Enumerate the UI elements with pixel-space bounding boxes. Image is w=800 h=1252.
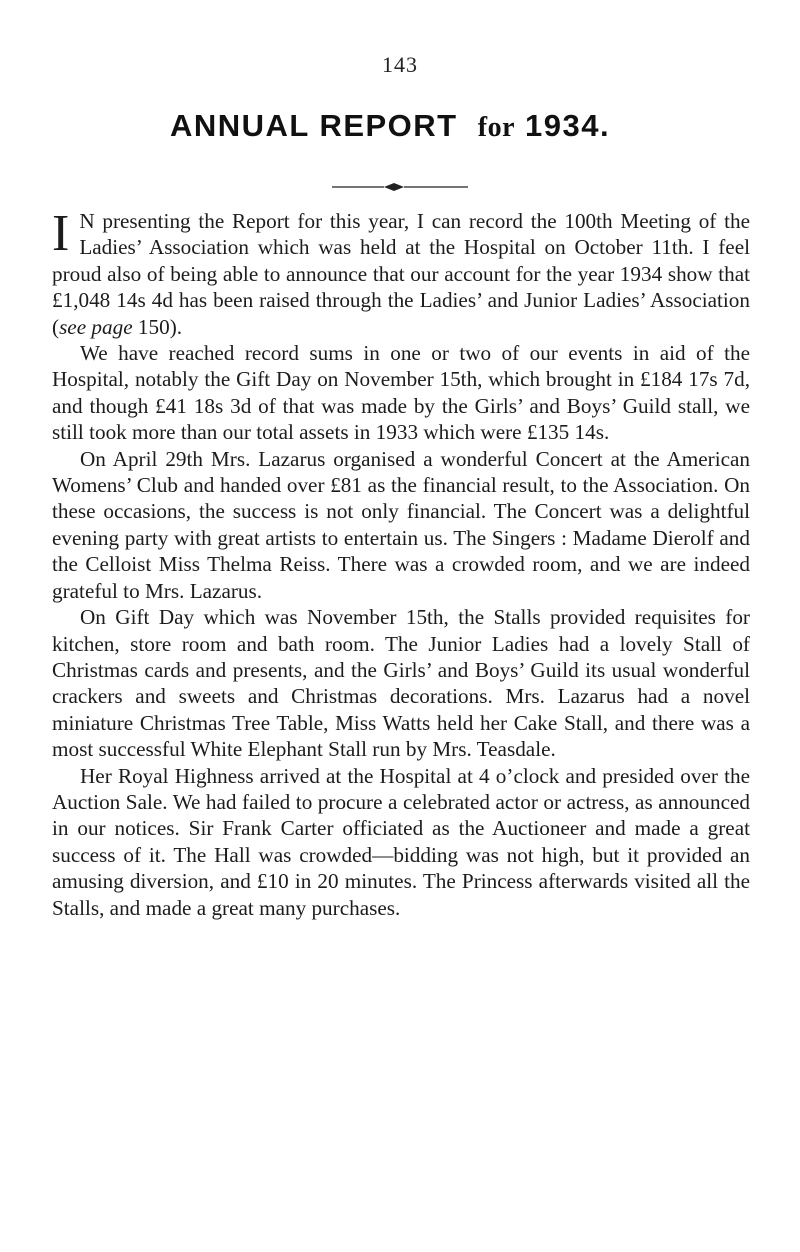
paragraph-2: We have reached record sums in one or two of our events in aid of the Hospital, notably the Gift Day on November 15th, which brought in £184 17s 7d, and though £41 18s 3d of that was made by the Girls’ and Boys’ Guild stall, we still took more than our total assets in 1933 which were £135 14s. — [52, 341, 750, 445]
paragraph-1-after: 150). — [132, 314, 183, 339]
report-title — [170, 108, 690, 144]
title-word-for: for — [477, 112, 516, 143]
title-word-report: REPORT — [319, 108, 458, 143]
paragraph-1-text: N presenting the Report for this year, I can record the 100th Meeting of the Ladies’ Association which was held at the Hospital on October 11th. I feel proud also of being able to announce that our account for the year 1934 show that £1,048 14s 4d has been raised through the Ladies’ and Junior Ladies’ Association ( — [52, 209, 750, 339]
drop-cap: I — [52, 205, 70, 262]
paragraph-3: On April 29th Mrs. Lazarus organised a wonderful Concert at the American Womens’ Club and handed over £81 as the financial result, to the Association. On these occasions, the success is not only financial. The Concert was a delightful evening party with great artists to entertain us. The Singers : Madame Dierolf and the Celloist Miss Thelma Reiss. There was a crowded room, and we are indeed grateful to Mrs. Lazarus. — [52, 446, 750, 603]
paragraph-5: Her Royal Highness arrived at the Hospital at 4 o’clock and presided over the Auction Sale. We had failed to procure a celebrated actor or actress, as announced in our notices. Sir Frank Carter officiated as the Auctioneer and made a great success of it. The Hall was crowded—bidding was not high, but it provided an amusing diversion, and £10 in 20 minutes. The Princess afterwards visited all the Stalls, and made a great many purchases. — [52, 763, 750, 920]
title-word-annual: ANNUAL — [170, 108, 310, 143]
divider-ornament-icon — [332, 182, 468, 192]
report-body — [52, 205, 750, 921]
paragraph-1-italic: see page — [59, 314, 133, 339]
title-year: 1934. — [525, 108, 611, 143]
paragraph-4: On Gift Day which was November 15th, the Stalls provided requisites for kitchen, store room and bath room. The Junior Ladies had a lovely Stall of Christmas cards and presents, and the Girls’ and Boys’ Guild its usual wonderful crackers and sweets and Christmas decorations. Mrs. Lazarus had a novel miniature Christmas Tree Table, Miss Watts held her Cake Stall, and there was a most successful White Elephant Stall run by Mrs. Teasdale. — [52, 605, 750, 762]
page-number: 143 — [382, 52, 418, 77]
paragraph-1 — [52, 205, 750, 340]
